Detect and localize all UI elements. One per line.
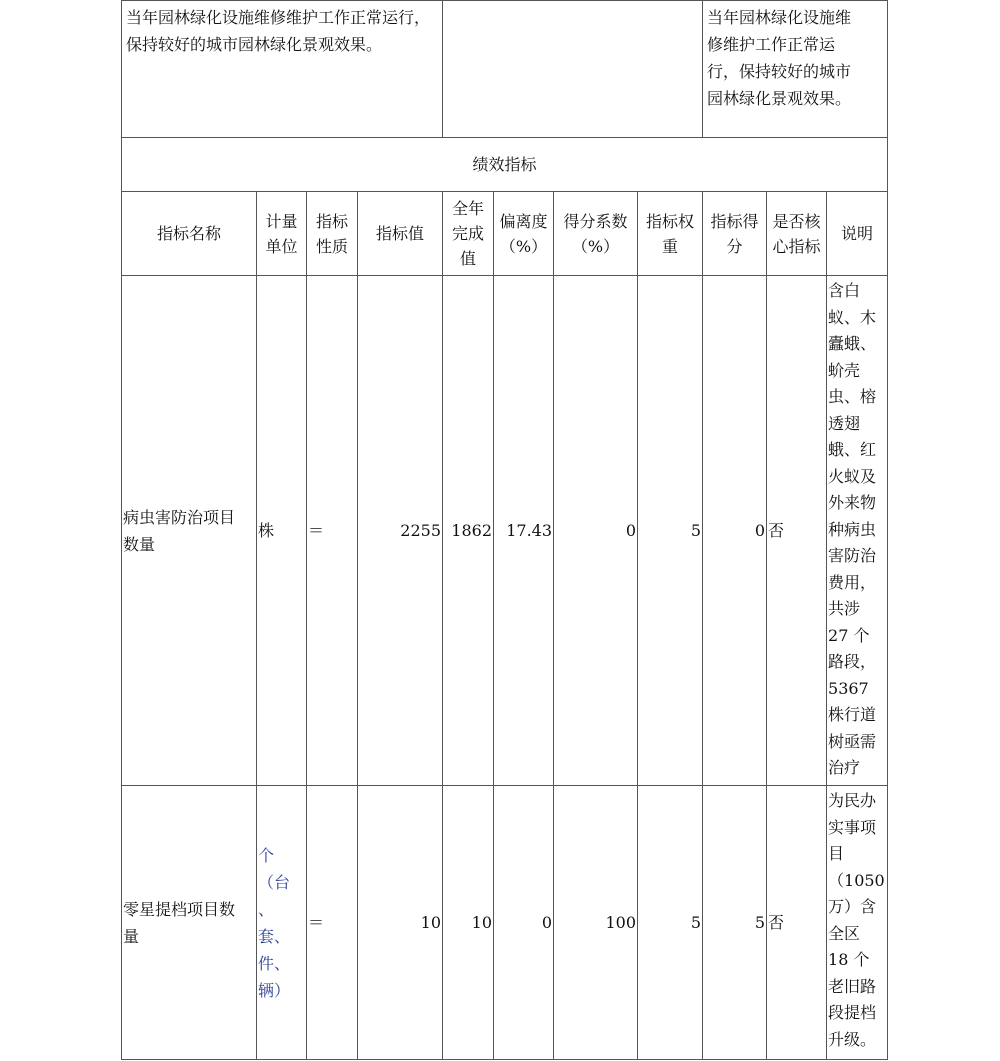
actual-value: 10 [443, 786, 494, 1060]
score-coef: 100 [554, 786, 638, 1060]
header-name: 指标名称 [122, 192, 257, 276]
header-target: 指标值 [358, 192, 443, 276]
header-core: 是否核 心指标 [767, 192, 827, 276]
actual-value: 1862 [443, 276, 494, 786]
indicator-name: 病虫害防治项目 数量 [122, 276, 257, 786]
goal-left-cell: 当年园林绿化设施维修维护工作正常运行，保持较好的城市园林绿化景观效果。 [122, 1, 443, 138]
header-coef: 得分系数 （%） [554, 192, 638, 276]
target-value: 10 [358, 786, 443, 1060]
score-coef: 0 [554, 276, 638, 786]
header-unit: 计量 单位 [257, 192, 307, 276]
header-score: 指标得 分 [703, 192, 767, 276]
indicator-name: 零星提档项目数 量 [122, 786, 257, 1060]
note: 为民办 实事项 目 （1050 万）含 全区 18 个 老旧路 段提档 升级。 [827, 786, 888, 1060]
table-row [122, 276, 888, 786]
section-title: 绩效指标 [122, 138, 888, 192]
weight: 5 [638, 786, 703, 1060]
header-weight: 指标权 重 [638, 192, 703, 276]
goal-row [122, 1, 888, 138]
nature: ＝ [307, 786, 358, 1060]
is-core: 否 [767, 276, 827, 786]
goal-right-cell: 当年园林绿化设施维 修维护工作正常运 行，保持较好的城市 园林绿化景观效果。 [703, 1, 888, 138]
header-note: 说明 [827, 192, 888, 276]
unit: 株 [257, 276, 307, 786]
note: 含白 蚁、木 蠹蛾、 蚧壳 虫、榕 透翅 蛾、红 火蚁及 外来物 种病虫 害防治 费用， 共涉 27 个 路段， 5367 株行道 树亟需 治疗 [827, 276, 888, 786]
header-nature: 指标 性质 [307, 192, 358, 276]
deviation: 0 [494, 786, 554, 1060]
nature: ＝ [307, 276, 358, 786]
header-row [122, 192, 888, 276]
is-core: 否 [767, 786, 827, 1060]
deviation: 17.43 [494, 276, 554, 786]
score: 5 [703, 786, 767, 1060]
header-actual: 全年 完成 值 [443, 192, 494, 276]
score: 0 [703, 276, 767, 786]
header-deviation: 偏离度 （%） [494, 192, 554, 276]
weight: 5 [638, 276, 703, 786]
target-value: 2255 [358, 276, 443, 786]
unit: 个 （台 、 套、 件、 辆） [257, 786, 307, 1060]
performance-table [121, 0, 888, 1060]
goal-middle-cell [443, 1, 703, 138]
table-row [122, 786, 888, 1060]
